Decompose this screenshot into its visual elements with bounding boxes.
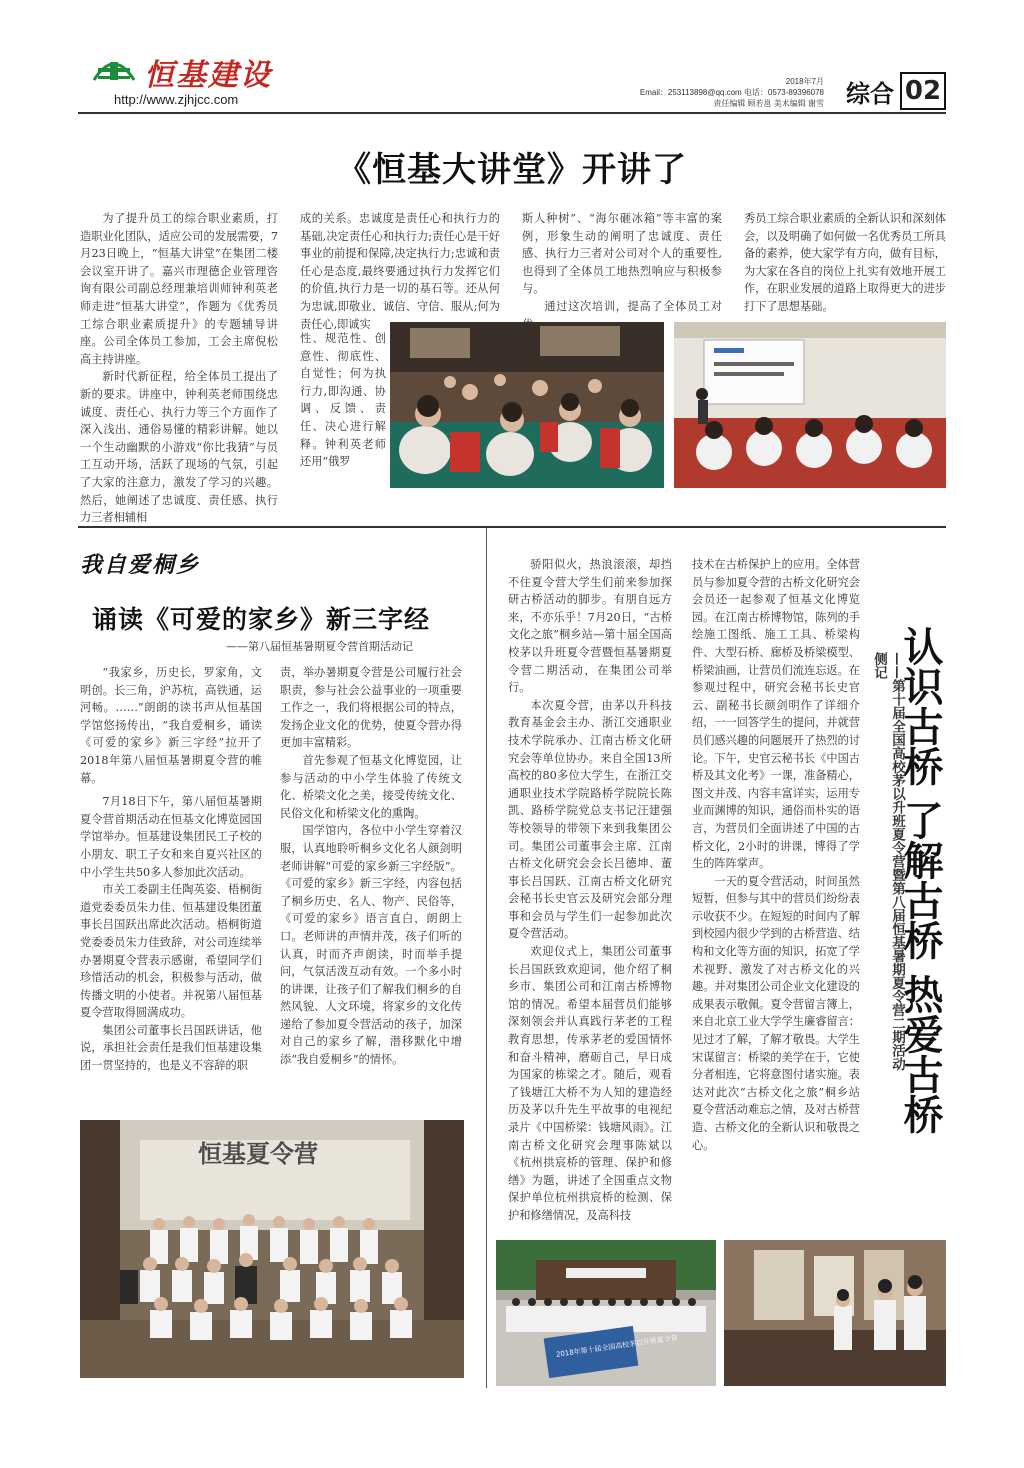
article3-column-2 [692,556,860,1154]
logo-icon [92,54,136,84]
paragraph: 通过这次培训，提高了全体员工对 [544,299,722,313]
article3-column-1 [508,556,672,1225]
paragraph: 责，举办暑期夏令营是公司履行社会职责，参与社会公益事业的一项重要工作之一，我们将根据公司的特点，发扬企业文化的优势，使夏令营办得更加丰富精彩。 [280,666,462,750]
headline-line: 了解古桥 [897,800,943,960]
photo-summer-camp-group [80,1120,464,1378]
article2-column-1 [80,664,262,1075]
paragraph: 欢迎仪式上，集团公司董事长吕国跃致欢迎词，他介绍了桐乡市、集团公司和江南古桥博物馆的情况。希望本届营员们能够深刻领会并认真践行茅老的工程教育思想，传承茅老的爱国情怀和奋斗精神，磨砺自己，早日成为国家的栋梁之才。随后，观看了钱塘江大桥不为人知的建造经历及茅以升先生平故事的电视纪录片《中国桥梁：钱塘风雨》。江南古桥文化研究会理事陈斌以《杭州拱宸桥的管理、保护和修缮》为题，讲述了全国重点文物保护单位杭州拱宸桥的检测、保护和修缮情况，及高科技 [508,945,672,1222]
article1-column-1 [80,210,278,527]
paragraph: 骄阳似火，热浪滚滚，却挡不住夏令营大学生们前来参加探研古桥活动的脚步。有朋自远方来，不亦乐乎！7月20日，“古桥文化之旅”桐乡站—第十届全国高校茅以升班夏令营暨恒基暑期夏令营二期活动，在集团公司举行。 [508,558,672,695]
masthead [78,48,946,114]
article1-column-2b [300,330,386,471]
paragraph: 成的关系。忠诚度是责任心和执行力的基础,决定责任心和执行力;责任心是干好事业的前提和保障,决定执行力;忠诚和责任心是态度,最终要通过执行力发挥它们的价值,执行力是一切的基石等。还从何为忠诚,即敬业、诚信、守信、服从;何为责任心,即诚实 [300,212,500,331]
article1-column-3 [522,210,722,333]
photo-bridge-camp-group [496,1240,716,1386]
paragraph: 新时代新征程，给全体员工提出了新的要求。讲座中，钟利英老师围绕忠诚度、责任心、执行力等三个方面作了深入浅出、通俗易懂的精彩讲解。她以一个生动幽默的小游戏“你比我猜”与员工互动开场，活跃了现场的气氛，引起了大家的注意力，激发了学习的兴趣。然后，她阐述了忠诚度、责任感、执行力三者相辅相 [80,370,278,525]
article3-subhead: ——第十届全国高校茅以升班夏令营暨第八届恒基暑期夏令营二期活动侧记 [871,652,905,1071]
section-label: 综合 [846,80,894,108]
paragraph: 7月18日下午，第八届恒基暑期夏令营首期活动在恒基文化博览园国学馆举办。恒基建设集团民工子校的小朋友、职工子女和来自夏兴社区的中小学生共50多人参加此次活动。 [80,795,262,879]
page-number: 02 [900,72,946,110]
photo-lecture-audience [390,322,664,488]
headline-line: 认识古桥 [897,626,943,786]
column-divider [486,528,487,1388]
photo-banner-text: 恒基夏令营 [198,1139,318,1168]
paragraph: 秀员工综合职业素质的全新认识和深刻体会，以及明确了如何做一名优秀员工所具备的素养，使大家学有方向，做有目标，为大家在各自的岗位上扎实有效地开展工作，在职业发展的道路上取得更大的进步打下了思想基础。 [744,212,946,313]
paragraph: 性、规范性、创意性、彻底性、自觉性；何为执行力,即沟通、协调、反馈、责任、决心进行解释。钟利英老师还用“俄罗 [300,332,386,469]
issue-date: 2018年7月 [785,77,824,86]
photo-museum-visit [724,1240,946,1386]
article1-column-2 [300,210,500,333]
editors-info: 责任编辑 顾若邕 美术编辑 谢雪 [713,99,824,108]
article1-headline: 《恒基大讲堂》开讲了 [337,150,687,190]
article2-subhead: ——第八届恒基暑期夏令营首期活动记 [226,640,413,653]
paragraph: 集团公司董事长吕国跃讲话，他说，承担社会责任是我们恒基建设集团一贯坚持的，也是义不容辞的职 [80,1023,262,1073]
paragraph: 一天的夏令营活动，时间虽然短暂，但参与其中的营员们纷纷表示收获不少。在短短的时间内了解到校园内很少学到的古桥营造、结构和文化等方面的知识，拓宽了学术视野、激发了对古桥文化的兴趣。并对集团公司企业文化建设的成果表示敬佩。夏令营留言簿上，来自北京工业大学学生廉睿留言：见过才了解，了解才敬畏。大学生宋谋留言：桥梁的美学在于，它使分者相连，它将意图付诸实施。表达对此次“古桥文化之旅”桐乡站夏令营活动难忘之情，及对古桥营造、古桥文化的全新认识和敬畏之心。 [692,874,860,1152]
headline-line: 热爱古桥 [897,974,943,1134]
paragraph: 国学馆内，各位中小学生穿着汉服，认真地聆听桐乡文化名人颜剑明老师讲解“可爱的家乡新三字经版”。《可爱的家乡》新三字经，内容包括了桐乡历史、名人、物产、民俗等，《可爱的家乡》语言直白，朗朗上口。老师讲的声情并茂，孩子们听的认真，时而齐声朗读，时而举手提问，气氛活泼互动有效。一个多小时的讲课，让孩子们了解我们桐乡的自然风貌、人文环境，将家乡的文化传递给了参加夏令营活动的孩子，加深对自己的家乡了解，潜移默化中增添“我自爱桐乡”的情怀。 [280,824,462,1067]
paragraph: 本次夏令营，由茅以升科技教育基金会主办、浙江交通职业技术学院承办、江南古桥文化研究会等单位协办。来自全国13所高校的80多位大学生，在浙江交通职业技术学院路桥学院院长陈凯、路桥学院党总支书记汪建强等校领导的带领下来到我集团公司。集团公司董事会主席、江南古桥文化研究会会长吕德坤、董事长吕国跃、江南古桥文化研究会秘书长史官云及研究会部分理事和会员与学生们一起参加此次夏令营活动。 [508,698,672,941]
article1-column-4 [744,210,946,316]
section-rule [78,526,946,528]
site-url[interactable]: http://www.zjhjcc.com [114,92,239,107]
paragraph: 斯人种树”、“海尔砸冰箱”等丰富的案例，形象生动的阐明了忠诚度、责任感、执行力三者对公司对个人的重要性,也得到了全体员工地热烈响应与积极参与。 [522,212,722,296]
photo-flag-text: 2018年第十届全国高校茅以升班夏令营 [555,1333,679,1359]
paragraph: 技术在古桥保护上的应用。全体营员与参加夏令营的古桥文化研究会会员还一起参观了恒基文化博览园。在江南古桥博物馆，陈列的手绘施工图纸、施工工具、桥梁构件、大型石桥、廊桥及桥梁模型、桥梁油画，让营员们流连忘返。在参观过程中，研究会秘书长史官云、副秘书长颜剑明作了详细介绍，一一回答学生的提问，并就营员们感兴趣的问题展开了热烈的讨论。下午，史官云秘书长《中国古桥及其文化考》一课，准备精心，图文并茂、内容丰富详实，运用专业而渊博的知识，通俗而朴实的语言，为营员们全面讲述了中国的古桥文化，2小时的讲课，博得了学生的阵阵掌声。 [692,558,860,871]
paragraph: 首先参观了恒基文化博览园，让参与活动的中小学生体验了传统文化、桥梁文化之美，接受传统文化、民俗文化和桥梁文化的熏陶。 [280,753,462,820]
article2-column-2 [280,664,462,1069]
logo-text: 恒基建设 [144,58,272,93]
article2-headline: 诵读《可爱的家乡》新三字经 [92,605,431,634]
photo-lecture-presenter [674,322,946,488]
paragraph: 市关工委副主任陶英姿、梧桐街道党委委员朱力佳、恒基建设集团董事长吕国跃出席此次活动。梧桐街道党委委员朱力佳致辞，对公司连续举办暑期夏令营表示感谢，希望同学们珍惜活动的机会，积极参与活动，做传播文明的小使者。并祝第八届恒基夏令营取得圆满成功。 [80,883,262,1020]
paragraph: 为了提升员工的综合职业素质，打造职业化团队，适应公司的发展需要，7月23日晚上，“恒基大讲堂”在集团二楼会议室开讲了。嘉兴市理德企业管理咨询有限公司副总经理兼培训师钟利英老师走进“恒基大讲堂”，作题为《优秀员工综合职业素质提升》的专题辅导讲座。公司全体员工参加，工会主席倪松高主持讲座。 [80,212,278,366]
column-title: 我自爱桐乡 [80,552,201,578]
paragraph: “我家乡，历史长，罗家角，文明创。长三角，沪苏杭，高铁通，运河畅。……”朗朗的读书声从恒基国学馆悠扬传出，“我自爱桐乡，诵读《可爱的家乡》新三字经”拉开了2018年第八届恒基暑期夏令营的帷幕。 [80,666,262,785]
contact-info: Email：253113898@qq.com 电话：0573-89396078 [639,88,824,97]
masthead-rule [78,112,946,114]
